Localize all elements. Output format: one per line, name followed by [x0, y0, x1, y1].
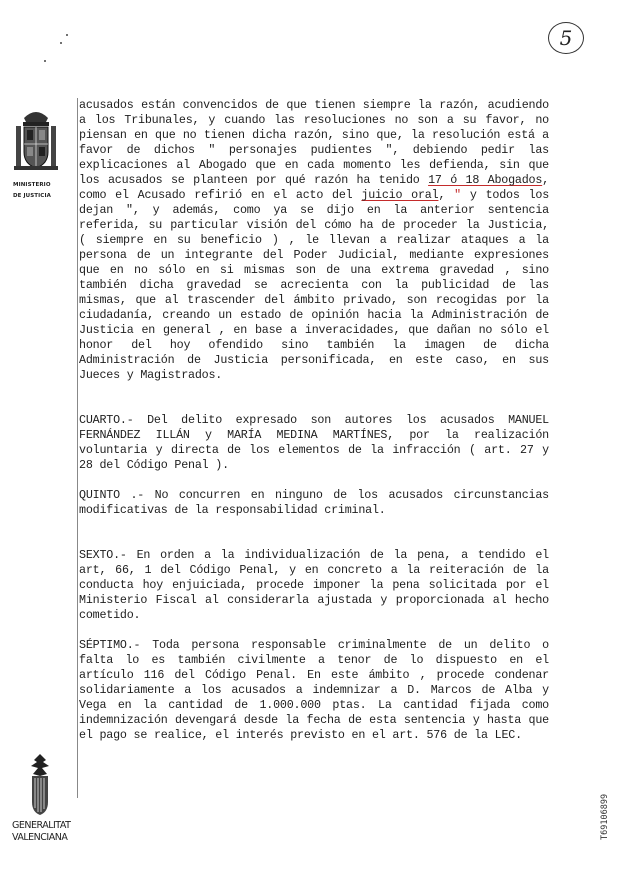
underlined-phrase: 17 ó 18 Abogados [428, 173, 543, 187]
generalitat-label [12, 820, 82, 844]
ministry-label-line: DE JUSTICIA [13, 193, 51, 199]
text-run: , [438, 188, 455, 202]
margin-line [77, 98, 78, 798]
text-run: acusados están convencidos de que tienen siempre la razón, acudiendo a los Tribunales, y cuando las resoluciones no son a su favor, no piensan en que no tienen dicha razón, sino que, la resolución está a favor de dichos " personajes pudientes ", debiendo pedir las explicaciones al Abogado que en cada momento les defienda, sin que los acusados se planteen por qué razón ha tenido [79, 98, 549, 187]
stamp-code: T69106899 [600, 793, 610, 840]
generalitat-label-line: GENERALITAT [12, 820, 71, 831]
paragraph-cuarto: CUARTO.- Del delito expresado son autores los acusados MANUEL FERNÁNDEZ ILLÁN y MARÍA MEDINA MARTÍNES, por la realización voluntaria y directa de los elementos de la infracción ( art. 27 y 28 del Código Penal ). [79, 413, 549, 472]
page-number: 5 [548, 22, 584, 54]
paragraph-motive [79, 98, 549, 383]
text-run: , como el Acusado refirió en el acto del [79, 173, 549, 202]
ministry-label [13, 180, 71, 202]
handwritten-mark: " [454, 188, 461, 202]
paragraph-septimo: SÉPTIMO.- Toda persona responsable criminalmente de un delito o falta lo es también civilmente a tenor de lo dispuesto en el artículo 116 del Código Penal. En este ámbito , procede condenar solidariamente a los acusados a indemnizar a D. Marcos de Alba y Vega en la cantidad de 1.000.000 ptas. La cantidad fijada como indemnización devengará desde la fecha de esta sentencia y hasta que el pago se realice, el interés previsto en el art. 576 de la LEC. [79, 638, 549, 742]
underlined-phrase: juicio oral [361, 188, 439, 202]
coat-of-arms-icon [14, 104, 58, 174]
scan-speck [44, 60, 46, 62]
generalitat-label-line: VALENCIANA [12, 832, 68, 843]
paragraph-sexto: SEXTO.- En orden a la individualización de la pena, a tendido el art, 66, 1 del Código Penal, y en concreto a la reiteración de la conducta hoy enjuiciada, procede imponer la pena solicitada por el Ministerio Fiscal al considerarla ajustada y proporcionada al hecho cometido. [79, 548, 549, 622]
paragraph-quinto: QUINTO .- No concurren en ninguno de los acusados circunstancias modificativas de la responsabilidad criminal. [79, 488, 549, 517]
ministry-label-line: MINISTERIO [13, 182, 51, 188]
generalitat-bat-emblem-icon [22, 752, 58, 816]
scan-speck [66, 34, 68, 36]
scan-speck [60, 42, 62, 44]
text-run: y todos los dejan ", y además, como ya se dijo en la anterior sentencia referida, su particular visión del cómo ha de proceder la Justicia, ( siempre en su beneficio ) , le llevan a realizar ataques a la persona de un integrante del Poder Judicial, mediante expresiones que en no sólo en si mismas son de una extrema gravedad , sino también dicha gravedad se acrecienta con la publicidad de las mismas, que al trascender del ámbito privado, son recogidas por la ciudadanía, creando un estado de opinión hacia la Administración de Justicia en general , en base a inveracidades, que dañan no sólo el honor del hoy ofendido sino también la imagen de dicha Administración de Justicia personificada, en este caso, en sus Jueces y Magistrados. [79, 188, 550, 382]
document-body [79, 98, 549, 743]
